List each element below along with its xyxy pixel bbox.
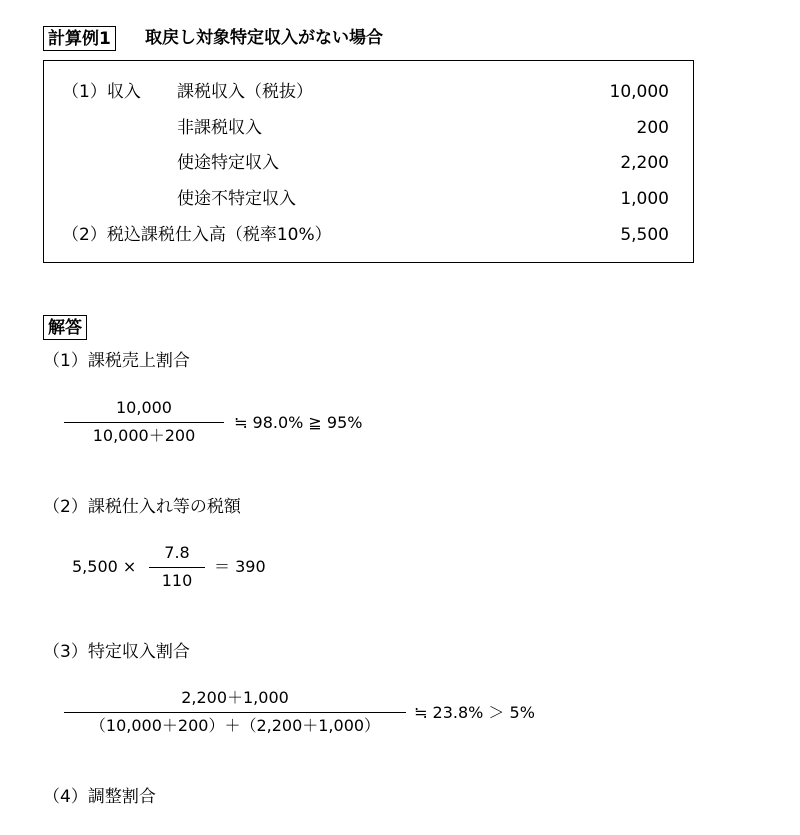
step3-denominator: （10,000＋200）＋（2,200＋1,000） [89,716,381,735]
step1-numerator: 10,000 [116,398,172,417]
row-label-unspecified-income: 使途不特定収入 [177,189,296,209]
example-tag: 計算例1 [43,26,116,51]
row-value-specific-income: 2,200 [620,153,669,173]
step3-numerator: 2,200＋1,000 [181,688,289,707]
step2-fraction-bar [149,567,205,568]
data-table-box [43,60,694,263]
row-label-specific-income: 使途特定収入 [177,153,279,173]
row-label-taxable-income: 課税収入（税抜） [177,82,313,102]
step2-denominator: 110 [161,571,193,590]
step1-denominator: 10,000＋200 [92,426,196,445]
item2-value: 5,500 [620,225,669,245]
row-value-taxable-income: 10,000 [609,82,669,102]
row-value-unspecified-income: 1,000 [620,189,669,209]
step1-title: （1）課税売上割合 [43,351,190,371]
row-label-non-taxable-income: 非課税収入 [177,118,262,138]
step4-title: （4）調整割合 [43,787,156,807]
step1-result: ≒ 98.0% ≧ 95% [234,413,363,432]
step3-fraction-bar [64,712,406,713]
step2-title: （2）課税仕入れ等の税額 [43,497,241,517]
step2-result: ＝ 390 [214,557,266,576]
step2-numerator: 7.8 [164,543,190,562]
step2-prefix: 5,500 × [72,557,137,576]
step3-title: （3）特定収入割合 [43,642,190,662]
step3-result: ≒ 23.8% ＞ 5% [414,703,535,722]
row-value-non-taxable-income: 200 [636,118,669,138]
step1-fraction-bar [64,422,224,423]
item1-label: （1）収入 [62,82,141,102]
example-title: 取戻し対象特定収入がない場合 [145,28,383,48]
item2-label: （2）税込課税仕入高（税率10%） [62,225,332,245]
answer-tag: 解答 [43,315,87,340]
